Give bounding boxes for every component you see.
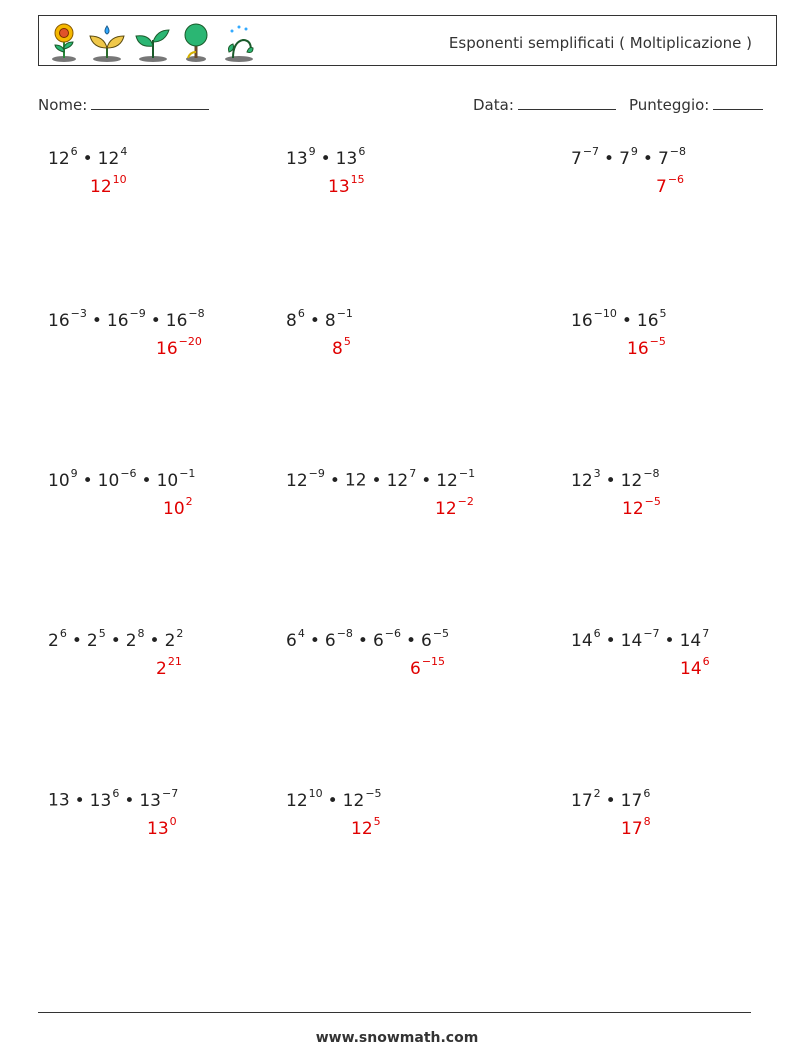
exponent: −3 bbox=[70, 307, 87, 320]
base: 12 bbox=[90, 176, 112, 197]
problem-expression bbox=[571, 469, 660, 491]
multiply-dot: • bbox=[91, 310, 102, 331]
multiply-dot: • bbox=[82, 148, 93, 169]
power-term bbox=[156, 467, 196, 491]
base: 17 bbox=[620, 790, 643, 811]
answer-power bbox=[627, 335, 666, 359]
problem-expression bbox=[286, 147, 365, 169]
exponent: 15 bbox=[350, 173, 365, 186]
power-term bbox=[342, 787, 382, 811]
multiply-dot: • bbox=[309, 630, 320, 651]
exponent: −5 bbox=[644, 495, 661, 508]
base: 12 bbox=[344, 470, 367, 491]
answer-power bbox=[156, 335, 202, 359]
multiply-dot: • bbox=[621, 310, 632, 331]
base: 12 bbox=[435, 498, 457, 519]
exponent: −20 bbox=[178, 335, 202, 348]
answer-power bbox=[621, 815, 651, 839]
base: 16 bbox=[156, 338, 178, 359]
exponent: −8 bbox=[336, 627, 353, 640]
exponent: 6 bbox=[112, 787, 120, 800]
exponent: 3 bbox=[593, 467, 601, 480]
base: 2 bbox=[48, 630, 59, 651]
power-term bbox=[324, 307, 353, 331]
power-term bbox=[48, 627, 67, 651]
problem-expression bbox=[571, 629, 709, 651]
base: 12 bbox=[386, 470, 409, 491]
multiply-dot: • bbox=[605, 470, 616, 491]
exponent: 8 bbox=[643, 815, 651, 828]
multiply-dot: • bbox=[124, 790, 135, 811]
answer bbox=[627, 337, 666, 359]
watering-plant-icon bbox=[219, 22, 259, 62]
exponent: 6 bbox=[70, 145, 78, 158]
power-term bbox=[164, 627, 184, 651]
problem-expression bbox=[571, 789, 650, 811]
exponent: −1 bbox=[336, 307, 353, 320]
exponent: 4 bbox=[120, 145, 128, 158]
watered-sprout-icon bbox=[87, 22, 127, 62]
answer bbox=[351, 817, 381, 839]
exponent: −8 bbox=[188, 307, 205, 320]
base: 13 bbox=[147, 818, 169, 839]
exponent: 6 bbox=[593, 627, 601, 640]
problem-item bbox=[286, 307, 353, 359]
power-term bbox=[571, 145, 600, 169]
exponent: 6 bbox=[643, 787, 651, 800]
exponent: 5 bbox=[659, 307, 667, 320]
base: 16 bbox=[571, 310, 593, 331]
multiply-dot: • bbox=[371, 470, 382, 491]
answer bbox=[156, 657, 182, 679]
problem-item bbox=[48, 467, 196, 519]
multiply-dot: • bbox=[150, 310, 161, 331]
multiply-dot: • bbox=[71, 630, 82, 651]
base: 8 bbox=[324, 310, 336, 331]
date-line bbox=[518, 95, 616, 110]
power-term bbox=[345, 471, 367, 491]
power-term bbox=[571, 307, 617, 331]
base: 7 bbox=[656, 176, 667, 197]
base: 12 bbox=[286, 790, 308, 811]
power-term bbox=[48, 791, 70, 811]
answer-power bbox=[680, 655, 710, 679]
problem-expression bbox=[48, 147, 127, 169]
base: 12 bbox=[620, 470, 643, 491]
exponent: 5 bbox=[98, 627, 106, 640]
problem-item bbox=[48, 787, 179, 839]
answer bbox=[435, 497, 474, 519]
base: 10 bbox=[163, 498, 185, 519]
problem-expression bbox=[286, 629, 449, 651]
exponent: 6 bbox=[297, 307, 305, 320]
power-term bbox=[139, 787, 179, 811]
multiply-dot: • bbox=[74, 790, 85, 811]
tree-icon bbox=[179, 22, 213, 62]
base: 17 bbox=[571, 790, 593, 811]
exponent: 0 bbox=[169, 815, 177, 828]
exponent: −8 bbox=[643, 467, 660, 480]
multiply-dot: • bbox=[642, 148, 653, 169]
multiply-dot: • bbox=[141, 470, 152, 491]
base: 10 bbox=[97, 470, 120, 491]
answer-power bbox=[90, 173, 127, 197]
power-term bbox=[106, 307, 146, 331]
exponent: −15 bbox=[421, 655, 446, 668]
sunflower-icon bbox=[47, 22, 81, 62]
problem-expression bbox=[286, 789, 382, 811]
power-term bbox=[571, 467, 601, 491]
base: 6 bbox=[286, 630, 297, 651]
base: 16 bbox=[627, 338, 649, 359]
power-term bbox=[620, 467, 660, 491]
sprout-icon bbox=[133, 22, 173, 62]
power-term bbox=[48, 307, 87, 331]
problem-expression bbox=[48, 309, 205, 331]
base: 10 bbox=[48, 470, 70, 491]
answer-power bbox=[332, 335, 351, 359]
multiply-dot: • bbox=[605, 630, 616, 651]
exponent: 5 bbox=[343, 335, 351, 348]
power-term bbox=[436, 467, 476, 491]
answer-power bbox=[656, 173, 685, 197]
power-term bbox=[620, 627, 660, 651]
multiply-dot: • bbox=[421, 470, 432, 491]
score-field[interactable] bbox=[629, 95, 763, 114]
problem-item bbox=[286, 467, 476, 519]
answer bbox=[163, 497, 193, 519]
multiply-dot: • bbox=[357, 630, 368, 651]
power-term bbox=[97, 145, 128, 169]
base: 8 bbox=[332, 338, 343, 359]
exponent: −9 bbox=[129, 307, 146, 320]
answer bbox=[147, 817, 177, 839]
exponent: 6 bbox=[702, 655, 710, 668]
answer bbox=[410, 657, 445, 679]
footer-divider bbox=[38, 1012, 751, 1013]
worksheet-title: Esponenti semplificati ( Moltiplicazione ) bbox=[448, 34, 752, 52]
problem-item bbox=[571, 627, 710, 679]
base: 2 bbox=[86, 630, 98, 651]
problem-item bbox=[48, 145, 128, 197]
exponent: −5 bbox=[365, 787, 382, 800]
problem-item bbox=[48, 307, 205, 359]
base: 13 bbox=[139, 790, 161, 811]
base: 6 bbox=[324, 630, 336, 651]
power-term bbox=[619, 145, 638, 169]
base: 7 bbox=[657, 148, 669, 169]
exponent: 10 bbox=[308, 787, 323, 800]
problem-expression bbox=[286, 469, 475, 491]
answer-power bbox=[328, 173, 365, 197]
base: 14 bbox=[680, 658, 702, 679]
answer bbox=[332, 337, 351, 359]
power-term bbox=[86, 627, 106, 651]
name-field[interactable] bbox=[38, 95, 209, 114]
base: 12 bbox=[571, 470, 593, 491]
power-term bbox=[386, 467, 417, 491]
worksheet-header bbox=[38, 15, 777, 66]
base: 16 bbox=[106, 310, 129, 331]
footer-url: www.snowmath.com bbox=[315, 1030, 479, 1046]
exponent: 2 bbox=[185, 495, 193, 508]
power-term bbox=[324, 627, 353, 651]
exponent: −7 bbox=[161, 787, 179, 800]
problem-item bbox=[571, 787, 651, 839]
base: 12 bbox=[342, 790, 365, 811]
problem-expression bbox=[48, 789, 178, 811]
power-term bbox=[48, 467, 78, 491]
answer bbox=[90, 175, 127, 197]
problem-item bbox=[571, 307, 667, 359]
name-label: Nome: bbox=[38, 96, 88, 114]
base: 12 bbox=[48, 148, 70, 169]
problem-item bbox=[48, 627, 184, 679]
exponent: −1 bbox=[458, 467, 476, 480]
power-term bbox=[372, 627, 401, 651]
base: 14 bbox=[679, 630, 702, 651]
exponent: −2 bbox=[457, 495, 474, 508]
exponent: 2 bbox=[176, 627, 184, 640]
answer bbox=[328, 175, 365, 197]
power-term bbox=[89, 787, 120, 811]
answer-power bbox=[622, 495, 661, 519]
exponent: 9 bbox=[70, 467, 78, 480]
base: 2 bbox=[156, 658, 167, 679]
multiply-dot: • bbox=[309, 310, 320, 331]
problem-item bbox=[286, 145, 366, 197]
base: 12 bbox=[351, 818, 373, 839]
base: 13 bbox=[328, 176, 350, 197]
exponent: −1 bbox=[179, 467, 196, 480]
base: 7 bbox=[571, 148, 582, 169]
exponent: −7 bbox=[643, 627, 660, 640]
answer bbox=[622, 497, 661, 519]
base: 2 bbox=[164, 630, 176, 651]
problem-item bbox=[286, 627, 450, 679]
base: 12 bbox=[97, 148, 120, 169]
power-term bbox=[335, 145, 366, 169]
base: 12 bbox=[622, 498, 644, 519]
answer bbox=[156, 337, 202, 359]
problem-expression bbox=[571, 147, 686, 169]
answer bbox=[656, 175, 684, 197]
name-line bbox=[91, 95, 209, 110]
base: 13 bbox=[89, 790, 112, 811]
problem-expression bbox=[571, 309, 667, 331]
power-term bbox=[286, 307, 305, 331]
base: 2 bbox=[125, 630, 137, 651]
power-term bbox=[125, 627, 145, 651]
power-term bbox=[286, 467, 325, 491]
exponent: −10 bbox=[593, 307, 617, 320]
exponent: −7 bbox=[582, 145, 600, 158]
power-term bbox=[571, 627, 601, 651]
date-field[interactable] bbox=[473, 95, 616, 114]
power-term bbox=[620, 787, 651, 811]
exponent: 6 bbox=[59, 627, 67, 640]
base: 14 bbox=[620, 630, 643, 651]
power-term bbox=[421, 627, 450, 651]
score-label: Punteggio: bbox=[629, 96, 710, 114]
problem-item bbox=[571, 467, 661, 519]
exponent: 10 bbox=[112, 173, 127, 186]
multiply-dot: • bbox=[329, 470, 340, 491]
exponent: −5 bbox=[649, 335, 666, 348]
base: 6 bbox=[372, 630, 384, 651]
score-line bbox=[713, 95, 763, 110]
exponent: −8 bbox=[669, 145, 686, 158]
plant-icons bbox=[47, 22, 259, 62]
power-term bbox=[97, 467, 137, 491]
exponent: 5 bbox=[373, 815, 381, 828]
exponent: 6 bbox=[358, 145, 366, 158]
power-term bbox=[679, 627, 710, 651]
power-term bbox=[286, 627, 305, 651]
power-term bbox=[657, 145, 686, 169]
exponent: 9 bbox=[630, 145, 638, 158]
answer-power bbox=[410, 655, 446, 679]
power-term bbox=[571, 787, 601, 811]
problem-item bbox=[571, 145, 686, 197]
exponent: −9 bbox=[308, 467, 325, 480]
exponent: 21 bbox=[167, 655, 182, 668]
exponent: −6 bbox=[120, 467, 137, 480]
exponent: 7 bbox=[409, 467, 417, 480]
multiply-dot: • bbox=[82, 470, 93, 491]
multiply-dot: • bbox=[149, 630, 160, 651]
exponent: −5 bbox=[432, 627, 450, 640]
base: 7 bbox=[619, 148, 630, 169]
base: 17 bbox=[621, 818, 643, 839]
problem-expression bbox=[286, 309, 353, 331]
multiply-dot: • bbox=[405, 630, 417, 651]
base: 14 bbox=[571, 630, 593, 651]
base: 16 bbox=[636, 310, 659, 331]
base: 10 bbox=[156, 470, 179, 491]
multiply-dot: • bbox=[320, 148, 331, 169]
date-label: Data: bbox=[473, 96, 514, 114]
answer-power bbox=[435, 495, 474, 519]
exponent: 7 bbox=[702, 627, 710, 640]
exponent: −6 bbox=[384, 627, 401, 640]
problem-item bbox=[286, 787, 382, 839]
base: 13 bbox=[48, 790, 70, 811]
problem-expression bbox=[48, 629, 183, 651]
base: 16 bbox=[165, 310, 188, 331]
base: 12 bbox=[436, 470, 458, 491]
power-term bbox=[48, 145, 78, 169]
multiply-dot: • bbox=[110, 630, 121, 651]
exponent: 2 bbox=[593, 787, 601, 800]
power-term bbox=[286, 145, 316, 169]
base: 13 bbox=[286, 148, 308, 169]
answer bbox=[680, 657, 710, 679]
multiply-dot: • bbox=[605, 790, 616, 811]
answer bbox=[621, 817, 651, 839]
exponent: 4 bbox=[297, 627, 305, 640]
answer-power bbox=[351, 815, 381, 839]
base: 6 bbox=[421, 630, 432, 651]
multiply-dot: • bbox=[604, 148, 615, 169]
power-term bbox=[286, 787, 323, 811]
answer-power bbox=[163, 495, 193, 519]
base: 8 bbox=[286, 310, 297, 331]
exponent: −6 bbox=[667, 173, 685, 186]
answer-power bbox=[156, 655, 182, 679]
exponent: 9 bbox=[308, 145, 316, 158]
power-term bbox=[165, 307, 205, 331]
answer-power bbox=[147, 815, 177, 839]
base: 13 bbox=[335, 148, 358, 169]
problem-expression bbox=[48, 469, 195, 491]
exponent: 8 bbox=[137, 627, 145, 640]
power-term bbox=[636, 307, 667, 331]
multiply-dot: • bbox=[664, 630, 675, 651]
multiply-dot: • bbox=[327, 790, 338, 811]
base: 16 bbox=[48, 310, 70, 331]
base: 12 bbox=[286, 470, 308, 491]
base: 6 bbox=[410, 658, 421, 679]
